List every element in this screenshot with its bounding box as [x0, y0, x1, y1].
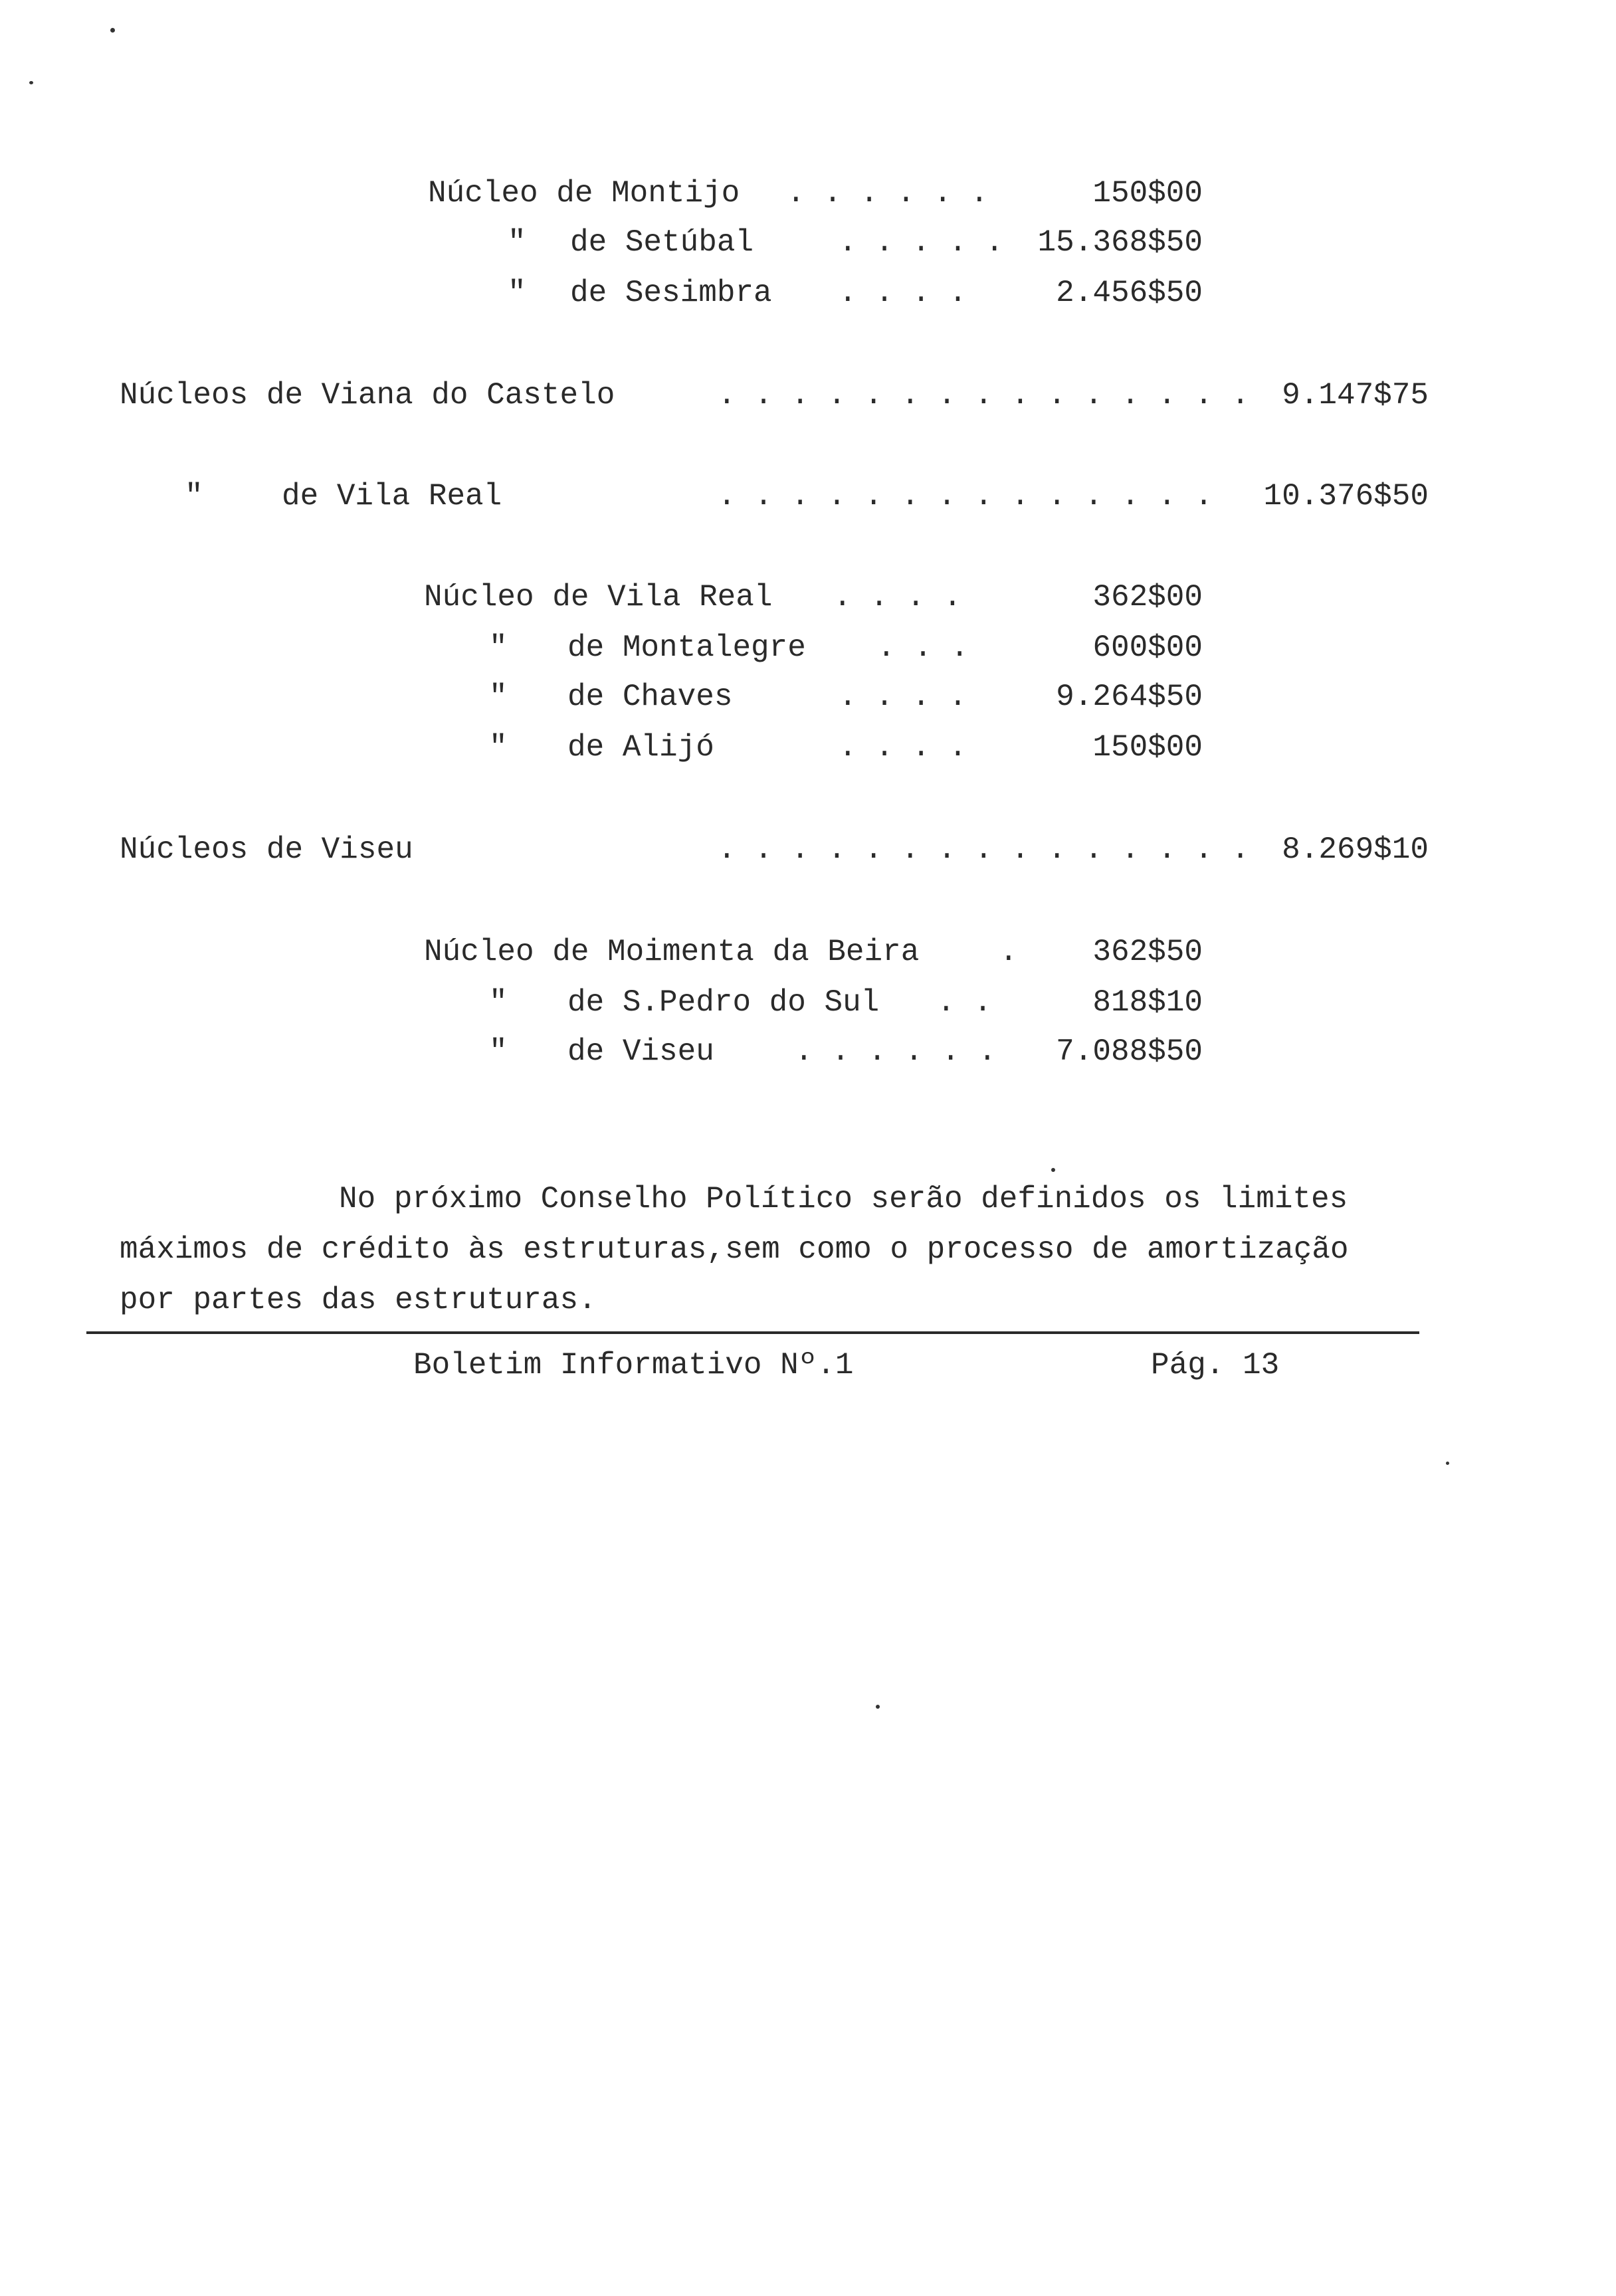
- footer-rule: [86, 1331, 1419, 1334]
- ditto-mark: ": [489, 730, 508, 765]
- ditto-mark: ": [489, 680, 508, 714]
- row-label: de Viseu: [567, 1034, 714, 1069]
- total-label: de Vila Real: [282, 479, 502, 514]
- paragraph-line: por partes das estruturas.: [120, 1283, 597, 1317]
- row-amount: 7.088$50: [1056, 1034, 1203, 1069]
- leader-dots: . . .: [877, 630, 969, 665]
- leader-dots: . . . . . . . . . . . . . . .: [718, 378, 1250, 413]
- row-amount: 600$00: [1092, 630, 1203, 665]
- row-amount: 150$00: [1092, 176, 1203, 211]
- leader-dots: . . . . . .: [795, 1034, 997, 1069]
- row-amount: 818$10: [1092, 985, 1203, 1020]
- ditto-mark: ": [489, 630, 508, 665]
- page-number: Pág. 13: [1151, 1348, 1280, 1383]
- ditto-mark: ": [508, 225, 526, 260]
- total-amount: 10.376$50: [1263, 479, 1429, 514]
- row-label: de Alijó: [567, 730, 714, 765]
- total-amount: 9.147$75: [1282, 378, 1429, 413]
- total-label: Núcleos de Viseu: [120, 832, 413, 867]
- ditto-mark: ": [508, 276, 526, 310]
- row-label: de Montalegre: [567, 630, 806, 665]
- row-amount: 2.456$50: [1056, 276, 1203, 310]
- row-label: Núcleo de Vila Real: [424, 580, 773, 615]
- row-label: Núcleo de Montijo: [428, 176, 740, 211]
- row-amount: 9.264$50: [1056, 680, 1203, 714]
- leader-dots: . . . . . . . . . . . . . .: [718, 479, 1213, 514]
- row-amount: 362$50: [1092, 935, 1203, 969]
- leader-dots: . . . . .: [839, 225, 1004, 260]
- paragraph-line: máximos de crédito às estruturas,sem como o processo de amortização: [120, 1232, 1349, 1267]
- scan-speck: [1051, 1168, 1055, 1172]
- leader-dots: . . . . . . . . . . . . . . .: [718, 832, 1250, 867]
- scan-speck: [29, 81, 33, 84]
- row-label: de Sesimbra: [570, 276, 772, 310]
- total-amount: 8.269$10: [1282, 832, 1429, 867]
- ditto-mark: ": [185, 479, 203, 514]
- leader-dots: . . . . . .: [787, 176, 989, 211]
- scan-speck: [1446, 1462, 1449, 1465]
- row-amount: 362$00: [1092, 580, 1203, 615]
- leader-dots: . . . .: [833, 580, 962, 615]
- row-label: Núcleo de Moimenta da Beira: [424, 935, 920, 969]
- ditto-mark: ": [489, 985, 508, 1020]
- row-label: de Setúbal: [570, 225, 754, 260]
- leader-dots: . . . .: [839, 680, 967, 714]
- leader-dots: . .: [937, 985, 992, 1020]
- leader-dots: .: [999, 935, 1018, 969]
- scan-speck: [110, 28, 115, 33]
- leader-dots: . . . .: [839, 730, 967, 765]
- paragraph-line: No próximo Conselho Político serão definidos os limites: [339, 1182, 1348, 1216]
- leader-dots: . . . .: [839, 276, 967, 310]
- ditto-mark: ": [489, 1034, 508, 1069]
- row-label: de S.Pedro do Sul: [567, 985, 880, 1020]
- row-amount: 150$00: [1092, 730, 1203, 765]
- scan-speck: [876, 1705, 880, 1709]
- footer-title: Boletim Informativo Nº.1: [413, 1348, 854, 1383]
- row-amount: 15.368$50: [1037, 225, 1203, 260]
- row-label: de Chaves: [567, 680, 733, 714]
- total-label: Núcleos de Viana do Castelo: [120, 378, 615, 413]
